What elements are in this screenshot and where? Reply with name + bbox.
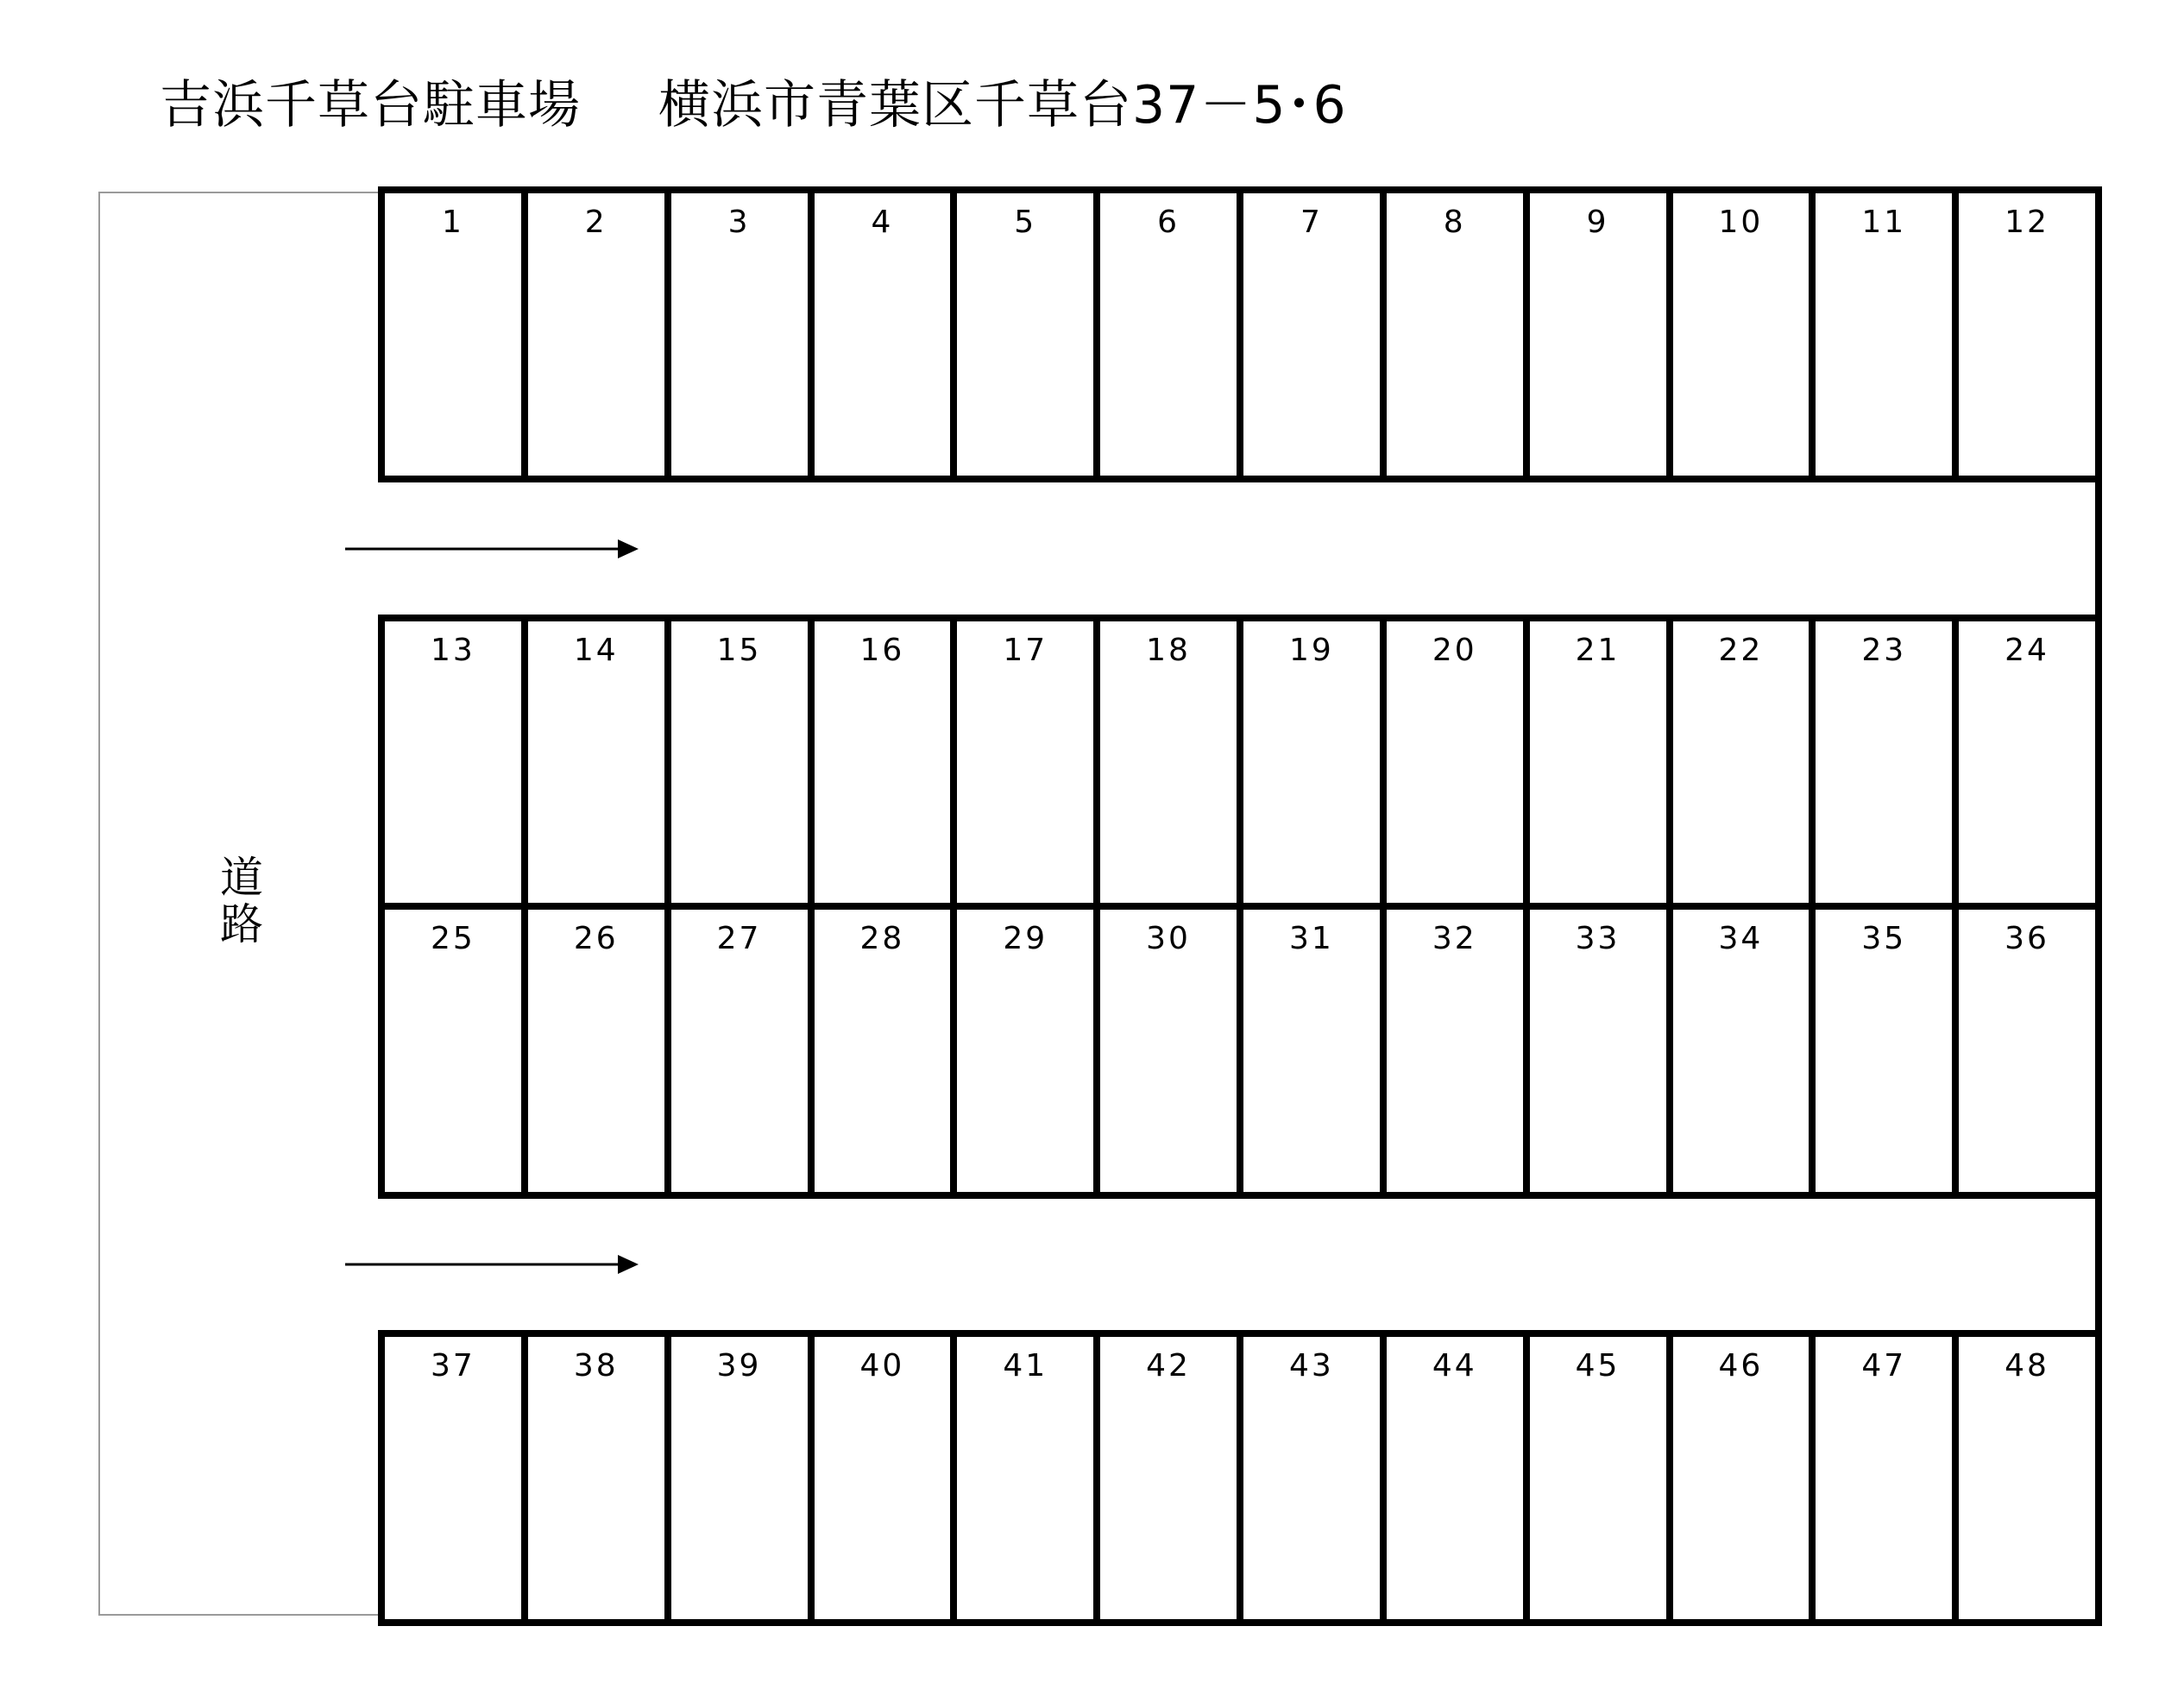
- page-title: [160, 71, 1347, 140]
- parking-stall[interactable]: [668, 1333, 811, 1623]
- parking-stall[interactable]: [811, 618, 954, 906]
- entry-arrow-icon: [345, 1251, 647, 1277]
- parking-stall[interactable]: [525, 1333, 668, 1623]
- entry-arrow-icon: [345, 536, 647, 562]
- parking-stall[interactable]: [1526, 190, 1670, 479]
- stall-number: 41: [1003, 1348, 1048, 1384]
- parking-stall[interactable]: [1383, 1333, 1526, 1623]
- stall-number: 10: [1718, 205, 1764, 240]
- parking-stall[interactable]: [1955, 906, 2099, 1195]
- stall-number: 27: [716, 921, 762, 956]
- parking-stall[interactable]: [381, 1333, 525, 1623]
- stall-number: 6: [1157, 205, 1180, 240]
- parking-stall[interactable]: [1097, 618, 1240, 906]
- stall-number: 29: [1003, 921, 1048, 956]
- stall-number: 2: [584, 205, 607, 240]
- stall-number: 35: [1861, 921, 1907, 956]
- stall-number: 8: [1443, 205, 1466, 240]
- parking-stall[interactable]: [1383, 190, 1526, 479]
- parking-stall[interactable]: [381, 618, 525, 906]
- stall-number: 4: [871, 205, 894, 240]
- parking-stall[interactable]: [1240, 618, 1383, 906]
- stall-number: 21: [1575, 633, 1621, 668]
- stall-number: 11: [1861, 205, 1907, 240]
- stall-number: 45: [1575, 1348, 1621, 1384]
- parking-stall[interactable]: [1526, 1333, 1670, 1623]
- parking-stall[interactable]: [954, 906, 1097, 1195]
- stall-number: 9: [1586, 205, 1609, 240]
- parking-stall[interactable]: [381, 906, 525, 1195]
- parking-stall[interactable]: [1097, 1333, 1240, 1623]
- parking-stall[interactable]: [954, 1333, 1097, 1623]
- parking-stall[interactable]: [1670, 906, 1813, 1195]
- parking-stall[interactable]: [811, 190, 954, 479]
- stall-number: 20: [1432, 633, 1477, 668]
- parking-stall[interactable]: [1526, 906, 1670, 1195]
- stall-number: 3: [727, 205, 751, 240]
- stall-number: 43: [1289, 1348, 1334, 1384]
- parking-stall[interactable]: [668, 906, 811, 1195]
- stall-number: 30: [1146, 921, 1191, 956]
- parking-stall[interactable]: [1812, 1333, 1955, 1623]
- parking-stall[interactable]: [525, 190, 668, 479]
- parking-stall[interactable]: [954, 618, 1097, 906]
- stall-number: 22: [1718, 633, 1764, 668]
- stall-number: 12: [2005, 205, 2049, 240]
- parking-stall[interactable]: [1955, 618, 2099, 906]
- stall-number: 36: [2005, 921, 2049, 956]
- parking-stall[interactable]: [1383, 906, 1526, 1195]
- parking-stall[interactable]: [811, 1333, 954, 1623]
- parking-stall[interactable]: [1670, 190, 1813, 479]
- stall-number: 44: [1432, 1348, 1477, 1384]
- stall-number: 13: [431, 633, 475, 668]
- stall-number: 42: [1146, 1348, 1191, 1384]
- parking-stall[interactable]: [1670, 618, 1813, 906]
- stall-number: 18: [1146, 633, 1191, 668]
- parking-stall[interactable]: [668, 618, 811, 906]
- stall-number: 7: [1300, 205, 1323, 240]
- stall-number: 34: [1718, 921, 1764, 956]
- stall-number: 37: [431, 1348, 475, 1384]
- parking-stall[interactable]: [1240, 1333, 1383, 1623]
- parking-stall[interactable]: [1812, 906, 1955, 1195]
- stall-number: 14: [573, 633, 619, 668]
- stall-number: 17: [1003, 633, 1048, 668]
- parking-stall[interactable]: [1240, 906, 1383, 1195]
- stall-number: 32: [1432, 921, 1477, 956]
- stall-number: 31: [1289, 921, 1334, 956]
- parking-stall[interactable]: [1955, 190, 2099, 479]
- parking-stall[interactable]: [525, 906, 668, 1195]
- stall-number: 46: [1718, 1348, 1764, 1384]
- stall-number: 28: [859, 921, 905, 956]
- stall-number: 26: [573, 921, 619, 956]
- parking-stall[interactable]: [1526, 618, 1670, 906]
- stall-number: 15: [716, 633, 762, 668]
- parking-stall[interactable]: [1670, 1333, 1813, 1623]
- stall-number: 25: [431, 921, 475, 956]
- road-label-char: 道: [220, 853, 263, 903]
- stall-number: 40: [859, 1348, 905, 1384]
- road-label-char: 路: [220, 899, 263, 949]
- lot-name: 吉浜千草台駐車場: [160, 75, 581, 136]
- stall-number: 5: [1014, 205, 1037, 240]
- stall-number: 1: [441, 205, 464, 240]
- parking-stall[interactable]: [1240, 190, 1383, 479]
- stall-number: 39: [716, 1348, 762, 1384]
- parking-stall[interactable]: [1383, 618, 1526, 906]
- stall-number: 48: [2005, 1348, 2049, 1384]
- stall-number: 16: [859, 633, 905, 668]
- stall-number: 38: [573, 1348, 619, 1384]
- parking-stall[interactable]: [954, 190, 1097, 479]
- stall-number: 19: [1289, 633, 1334, 668]
- parking-stall[interactable]: [1097, 906, 1240, 1195]
- parking-stall[interactable]: [525, 618, 668, 906]
- lot-address: 横浜市青葉区千草台37－5･6: [658, 75, 1347, 136]
- parking-stall[interactable]: [1812, 190, 1955, 479]
- parking-stall[interactable]: [381, 190, 525, 479]
- parking-stall[interactable]: [668, 190, 811, 479]
- parking-stall[interactable]: [1812, 618, 1955, 906]
- road-label: [216, 854, 267, 948]
- stall-number: 24: [2005, 633, 2049, 668]
- stall-number: 33: [1575, 921, 1621, 956]
- parking-stall[interactable]: [1097, 190, 1240, 479]
- parking-stall[interactable]: [1955, 1333, 2099, 1623]
- stall-number: 47: [1861, 1348, 1907, 1384]
- parking-stall[interactable]: [811, 906, 954, 1195]
- stall-number: 23: [1861, 633, 1907, 668]
